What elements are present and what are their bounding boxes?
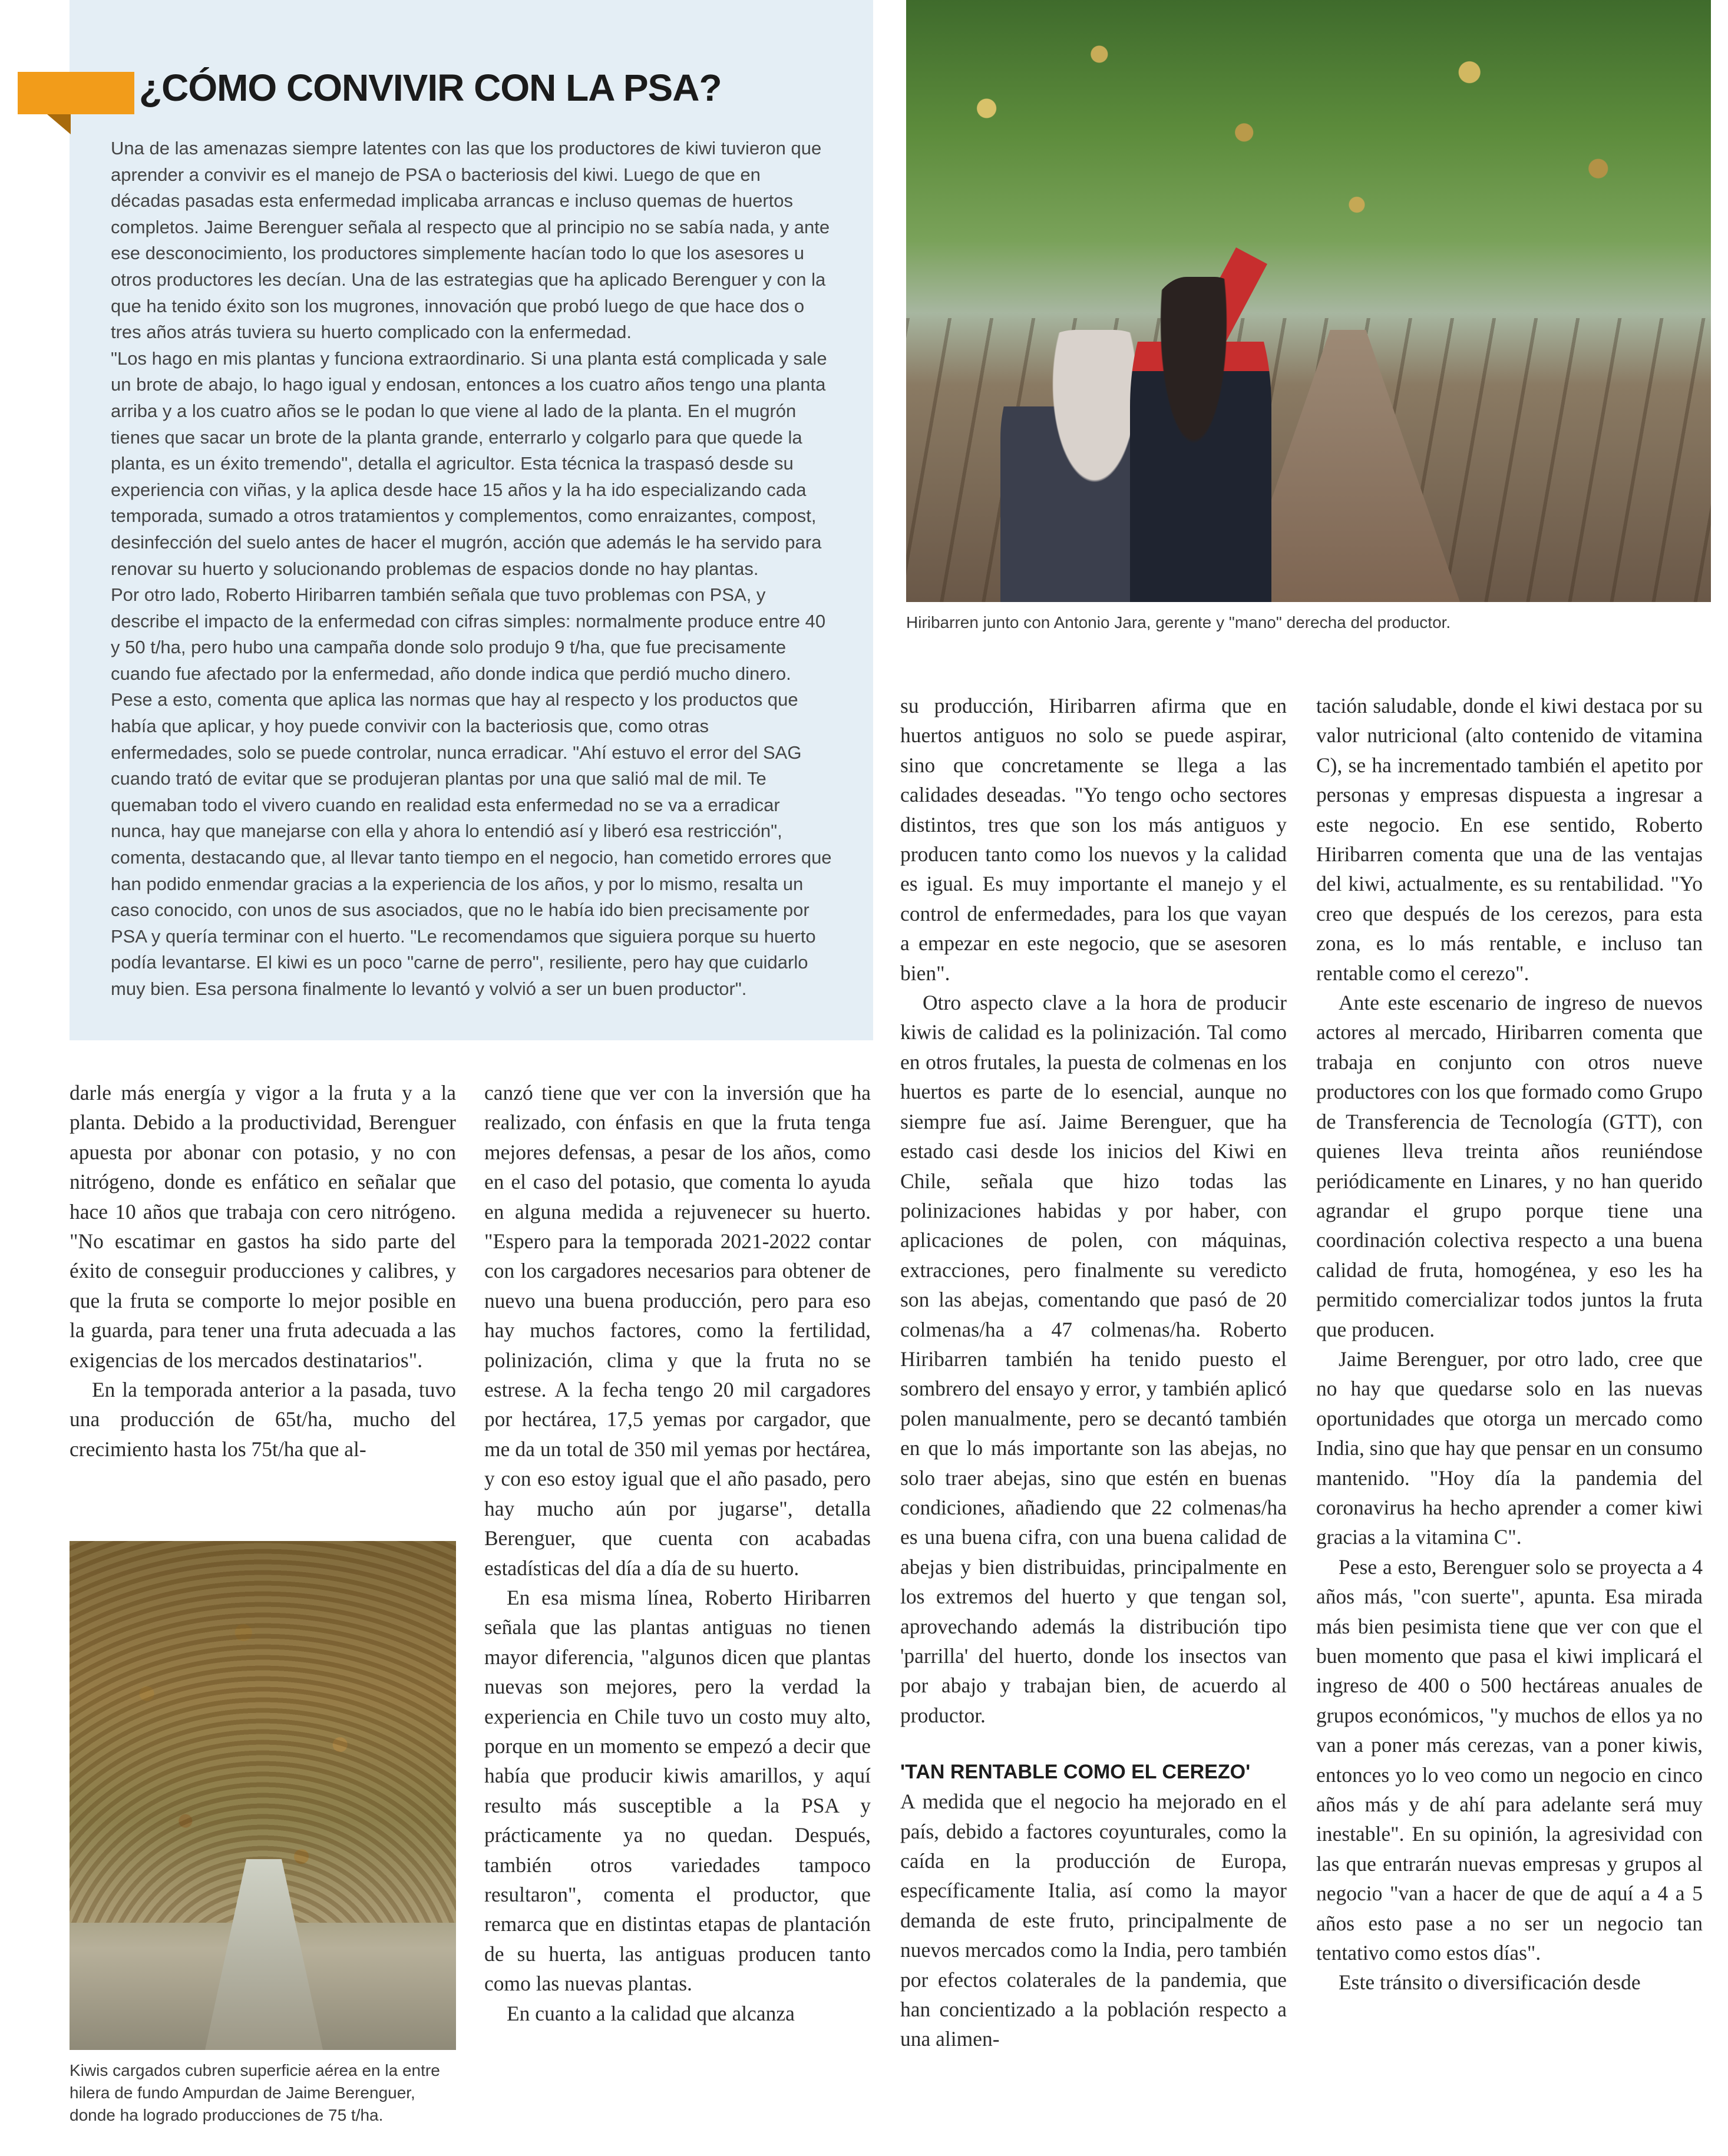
person-jara [1130,277,1271,602]
photo-hiribarren-orchard [906,0,1711,602]
article-paragraph: Ante este escenario de ingreso de nuevos actores al mercado, Hiribarren comenta que trabaja en conjunto con otros nueve productores con los que formado como Grupo de Transferencia de Tecnología (GTT), con quienes lleva treinta años reuniéndose periódicamente en Linares, y no han querido agrandar el grupo porque tiene una coordinación colectiva respecto a una buena calidad de fruta, homogénea, y eso les ha permitido comercializar todos juntos la fruta que producen. [1316,991,1703,1341]
photo-caption-top: Hiribarren junto con Antonio Jara, gerente y "mano" derecha del productor. [906,613,1451,631]
article-paragraph: darle más energía y vigor a la fruta y a la planta. Debido a la productividad, Berenguer apuesta por abonar con potasio, y no con nitrógeno, donde es enfático en señalar que hace 10 años que trabaja con cero nitrógeno. "No escatimar en gastos ha sido parte del éxito de conseguir producciones y calibres, y que la fruta se comporte lo mejor posible en la guarda, para tener una fruta adecuada a las exigencias de los mercados destinatarios". [70,1081,456,1372]
article-paragraph: canzó tiene que ver con la inversión que ha realizado, con énfasis en que la fruta tenga mejores defensas, a pesar de los años, como en el caso del potasio, que comenta lo ayuda en alguna medida a rejuvenecer su huerto. "Espero para la temporada 2021-2022 contar con los cargadores necesarios para obtener de nuevo una buena producción, pero para eso hay muchos factores, como la fertilidad, polinización, clima y que la fruta no se estrese. A la fecha tengo 20 mil cargadores por hectárea, 17,5 yemas por cargador, que me da un total de 350 mil yemas por hectárea, y con eso estoy igual que el año pasado, pero hay mucho aún por jugarse", detalla Berenguer, que cuenta con acabadas estadísticas del día a día de su huerto. [484,1081,871,1580]
article-paragraph: En esa misma línea, Roberto Hiribarren señala que las plantas antiguas no tienen mayor diferencia, "algunos dicen que plantas nuevas son mejores, pero la verdad la experiencia en Chile tuvo un costo muy alto, porque en un momento se empezó a decir que había que producir kiwis amarillos, y aquí resulto más susceptible a la PSA y prácticamente ya no quedan. Después, también otros variedades tampoco resultaron", comenta el productor, que remarca que en distintas etapas de plantación de su huerta, las antiguas producen tanto como las nuevas plantas. [484,1585,871,1996]
section-marker-fold [47,114,71,134]
photo-caption-bottom: Kiwis cargados cubren superficie aérea en la entre hilera de fundo Ampurdan de Jaime Berenguer, donde ha logrado producciones de 75 t/ha. [70,2061,440,2124]
sidebar-paragraph: Una de las amenazas siempre latentes con las que los productores de kiwi tuvieron que aprender a convivir es el manejo de PSA o bacteriosis del kiwi. Luego de que en décadas pasadas esta enfermedad implicaba arrancas e incluso quemas de huertos completos. Jaime Berenguer señala al respecto que al principio no se sabía nada, y ante ese desconocimiento, los productores simplemente hacían todo lo que los asesores u otros productores les decían. Una de las estrategias que ha aplicado Berenguer y con la que ha tenido éxito son los mugrones, innovación que probó luego de que hace dos o tres años atrás tuviera su huerto complicado con la enfermedad. [111,138,830,343]
article-column-1 [70,1078,456,1464]
section-marker-tab [18,72,134,114]
article-paragraph: Otro aspecto clave a la hora de producir kiwis de calidad es la polinización. Tal como en otros frutales, la puesta de colmenas en los huertos es parte de lo esencial, aunque no siempre fue así. Jaime Berenguer, que ha estado casi desde los inicios del Kiwi en Chile, señala que hizo todas las polinizaciones habidas y por haber, con aplicaciones de polen, con máquinas, extracciones, pero finalmente su veredicto son las abejas, comentando que pasó de 20 colmenas/ha a 47 colmenas/ha. Roberto Hiribarren también ha tenido puesto el sombrero del ensayo y error, y también aplicó polen manualmente, pero se decantó también en que lo más importante son las abejas, no solo traer abejas, sino que estén en buenas condiciones, añadiendo que 22 colmenas/ha es una buena cifra, con una buena calidad de abejas y bien distribuidas, principalmente en los extremos del huerto y que tengan sol, aprovechando además la distribución tipo 'parrilla' del huerto, donde los insectos van por abajo y trabajan bien, de acuerdo al productor. [900,991,1287,1727]
article-paragraph: su producción, Hiribarren afirma que en huertos antiguos no solo se puede aspirar, sino que concretamente se llega a las calidades deseadas. "Yo tengo ocho sectores distintos, tres que son los más antiguos y producen tanto como los nuevos y la calidad es igual. Es muy importante el manejo y el control de enfermedades, para los que vayan a empezar en este negocio, que se asesoren bien". [900,694,1287,985]
sidebar-paragraph: Por otro lado, Roberto Hiribarren también señala que tuvo problemas con PSA, y describe el impacto de la enfermedad con cifras simples: normalmente produce entre 40 y 50 t/ha, pero hubo una campaña donde solo produjo 9 t/ha, que fue precisamente cuando fue afectado por la enfermedad, año donde indica que perdió mucho dinero. Pese a esto, comenta que aplica las normas que hay al respecto y los productos que había que aplicar, y hoy puede convivir con la bacteriosis que, como otras enfermedades, solo se puede controlar, nunca erradicar. "Ahí estuvo el error del SAG cuando trató de evitar que se produjeran plantas por una que salió mal de mil. Te quemaban todo el vivero cuando en realidad esta enfermedad no se va a erradicar nunca, hay que manejarse con ella y ahora lo entendió así y liberó esa restricción", comenta, destacando que, al llevar tanto tiempo en el negocio, han cometido errores que han podido enmendar gracias a la experiencia de los años, y por lo mismo, resalta un caso conocido, con unos de sus asociados, que no le había ido bien precisamente por PSA y quería terminar con el huerto. "Le recomendamos que siguiera porque su huerto podía levantarse. El kiwi es un poco "carne de perro", resiliente, pero hay que cuidarlo muy bien. Esa persona finalmente lo levantó y volvió a ser un buen productor". [111,584,832,999]
article-paragraph: A medida que el negocio ha mejorado en el país, debido a factores coyunturales, como la caída en la producción de Europa, específicamente Italia, así como la mayor demanda de este fruto, principalmente de nuevos mercados como la India, pero también por efectos colaterales de la pandemia, que han concientizado a la población respecto a una alimen- [900,1790,1287,2051]
article-column-2 [484,1078,871,2028]
article-column-4 [1316,691,1703,1998]
photo-kiwi-canopy [70,1541,456,2050]
sidebar-paragraph: "Los hago en mis plantas y funciona extraordinario. Si una planta está complicada y sale un brote de abajo, lo hago igual y endosan, entonces a los cuatro años tengo una planta arriba y a los cuatro años se le podan lo que viene al lado de la planta. En el mugrón tienes que sacar un brote de la planta grande, enterrarlo y colgarlo para que quede la planta, es un éxito tremendo", detalla el agricultor. Esta técnica la traspasó desde su experiencia con viñas, y la aplica desde hace 15 años y la ha ido especializando cada temporada, sumado a otros tratamientos y complementos, como enraizantes, compost, desinfección del suelo antes de hacer el mugrón, acción que además le ha servido para renovar su huerto y solucionando problemas de espacios donde no hay plantas. [111,348,827,579]
article-paragraph: En cuanto a la calidad que alcanza [507,2001,795,2025]
article-paragraph: Este tránsito o diversificación desde [1339,1970,1641,1995]
sidebar-body [111,135,832,1003]
section-subheading: 'TAN RENTABLE COMO EL CEREZO' [900,1761,1251,1784]
article-paragraph: En la temporada anterior a la pasada, tuvo una producción de 65t/ha, mucho del crecimiento hasta los 75t/ha que al- [70,1378,456,1461]
article-paragraph: Pese a esto, Berenguer solo se proyecta a 4 años más, "con suerte", apunta. Esa mirada más bien pesimista tiene que ver con que el buen momento que pasa el kiwi implicará el ingreso de 400 o 500 hectáreas anuales de grupos económicos, "y muchos de ellos ya no van a poner más cerezas, van a poner kiwis, entonces yo lo veo como un negocio en cinco años más y de ahí para adelante será muy inestable". En su opinión, la agresividad con las que entrarán nuevas empresas y grupos al negocio "van a hacer de que de aquí a 4 a 5 años esto pase a no ser un negocio tan tentativo como estos días". [1316,1555,1703,1965]
article-paragraph: tación saludable, donde el kiwi destaca por su valor nutricional (alto contenido de vitamina C), se ha incrementado también el apetito por personas y empresas dispuesta a ingresar a este negocio. En ese sentido, Roberto Hiribarren comenta que una de las ventajas del kiwi, actualmente, es su rentabilidad. "Yo creo que después de los cerezos, para esta zona, es lo más rentable, e incluso tan rentable como el cerezo". [1316,694,1703,985]
article-paragraph: Jaime Berenguer, por otro lado, cree que no hay que quedarse solo en las nuevas oportunidades que otorga un mercado como India, sino que hay que pensar en un consumo mantenido. "Hoy día la pandemia del coronavirus ha hecho aprender a comer kiwi gracias a la vitamina C". [1316,1347,1703,1549]
sidebar-title: ¿CÓMO CONVIVIR CON LA PSA? [139,67,722,109]
article-column-3 [900,691,1287,2054]
